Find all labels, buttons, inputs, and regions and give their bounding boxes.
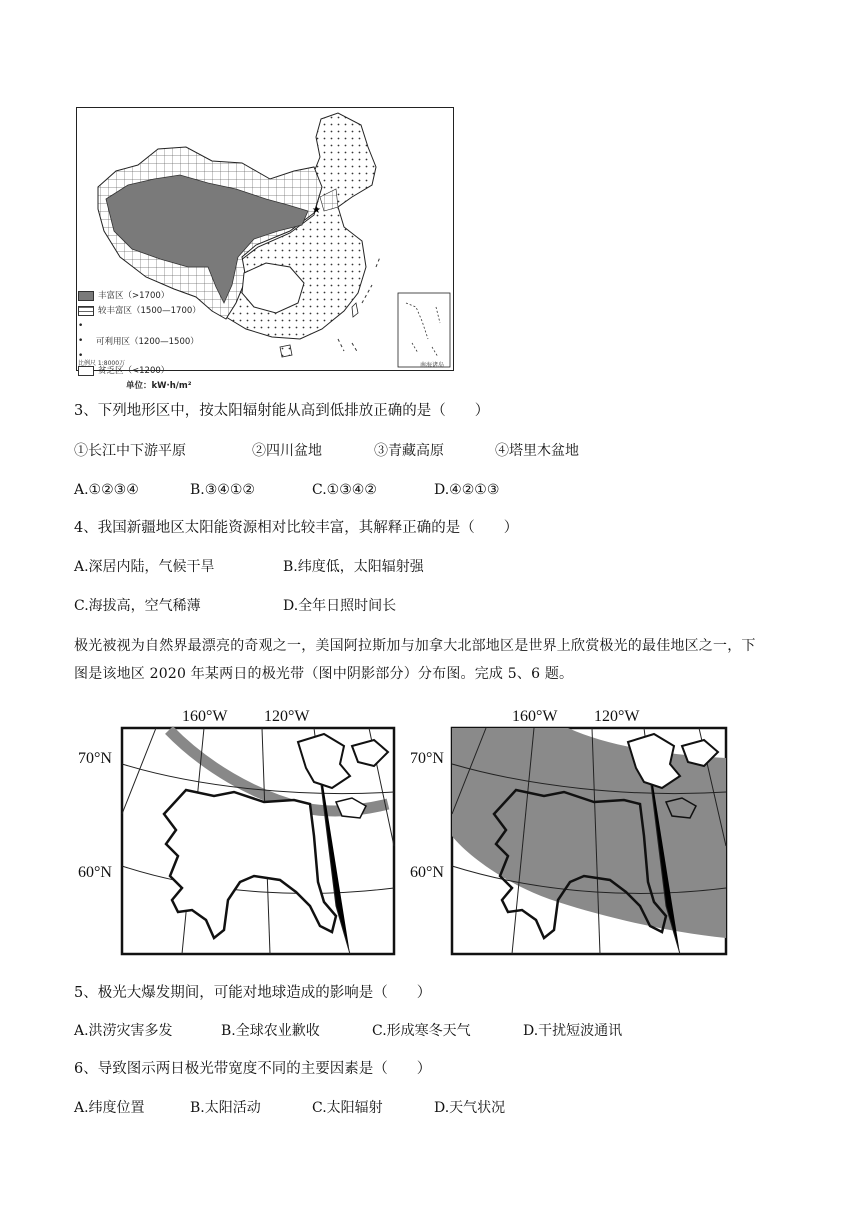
q3-option-b[interactable]: B.③④①② [190, 482, 255, 498]
legend-swatch-dots: • • • [78, 321, 85, 361]
legend-item-fairly-rich [78, 304, 218, 319]
q3-option-d[interactable]: D.④②①③ [434, 482, 500, 498]
legend-item-rich [78, 289, 218, 304]
svg-text:★: ★ [312, 205, 321, 216]
inset-label: 南海诸岛 [420, 362, 445, 369]
legend-label: 较丰富区（1500—1700） [98, 306, 201, 316]
q6-option-d[interactable]: D.天气状况 [434, 1100, 506, 1116]
legend-label: 贫乏区（<1200） [98, 366, 170, 376]
q5-option-c[interactable]: C.形成寒冬天气 [372, 1023, 471, 1039]
legend-swatch-dark [78, 291, 94, 301]
south-sea-inset [398, 293, 450, 367]
q4-option-d[interactable]: D.全年日照时间长 [283, 598, 397, 614]
aurora-map-right [408, 706, 738, 956]
map-scale: 比例尺 1:8000万 [78, 360, 126, 367]
q3-item-3: ③青藏高原 [374, 443, 444, 459]
q6-stem: 6、导致图示两日极光带宽度不同的主要因素是（ ） [74, 1061, 432, 1077]
q6-option-c[interactable]: C.太阳辐射 [312, 1100, 383, 1116]
q4-option-a[interactable]: A.深居内陆，气候干旱 [74, 559, 215, 575]
q4-stem: 4、我国新疆地区太阳能资源相对比较丰富，其解释正确的是（ ） [74, 520, 519, 536]
q3-option-a[interactable]: A.①②③④ [74, 482, 139, 498]
q3-stem: 3、下列地形区中，按太阳辐射能从高到低排放正确的是（ ） [74, 403, 490, 419]
q4-option-b[interactable]: B.纬度低，太阳辐射强 [283, 559, 424, 575]
q5-option-d[interactable]: D.干扰短波通讯 [523, 1023, 623, 1039]
q3-item-1: ①长江中下游平原 [74, 443, 186, 459]
aurora-map-left [74, 706, 404, 956]
china-solar-map [76, 107, 454, 391]
lon-label-120w: 120°W [594, 708, 640, 725]
q3-item-2: ②四川盆地 [252, 443, 322, 459]
lon-label-120w: 120°W [264, 708, 310, 725]
legend-swatch-grid [78, 306, 94, 316]
legend-label: 丰富区（>1700） [98, 291, 170, 301]
lat-label-70n: 70°N [410, 750, 444, 767]
aurora-map-left-graphic [74, 706, 404, 956]
q6-option-b[interactable]: B.太阳活动 [190, 1100, 261, 1116]
lat-label-60n: 60°N [78, 864, 112, 881]
legend-label: 可利用区（1200—1500） [96, 337, 199, 347]
q5-option-a[interactable]: A.洪涝灾害多发 [74, 1023, 173, 1039]
map-unit: 单位：kW·h/m² [126, 381, 192, 391]
lat-label-70n: 70°N [78, 750, 112, 767]
map-legend [78, 289, 218, 394]
aurora-map-right-graphic [408, 706, 738, 956]
lat-label-60n: 60°N [410, 864, 444, 881]
passage-line-2: 图是该地区 2020 年某两日的极光带（图中阴影部分）分布图。完成 5、6 题。 [74, 666, 574, 682]
q5-option-b[interactable]: B.全球农业歉收 [221, 1023, 320, 1039]
q6-option-a[interactable]: A.纬度位置 [74, 1100, 145, 1116]
passage-line-1: 极光被视为自然界最漂亮的奇观之一，美国阿拉斯加与加拿大北部地区是世界上欣赏极光的最佳地区之一，下 [74, 638, 756, 654]
lon-label-160w: 160°W [512, 708, 558, 725]
q3-item-4: ④塔里木盆地 [495, 443, 579, 459]
passage [74, 632, 794, 688]
legend-swatch-blank [78, 366, 94, 376]
q5-stem: 5、极光大爆发期间，可能对地球造成的影响是（ ） [74, 985, 432, 1001]
lon-label-160w: 160°W [182, 708, 228, 725]
q3-option-c[interactable]: C.①③④② [312, 482, 377, 498]
q4-option-c[interactable]: C.海拔高，空气稀薄 [74, 598, 201, 614]
